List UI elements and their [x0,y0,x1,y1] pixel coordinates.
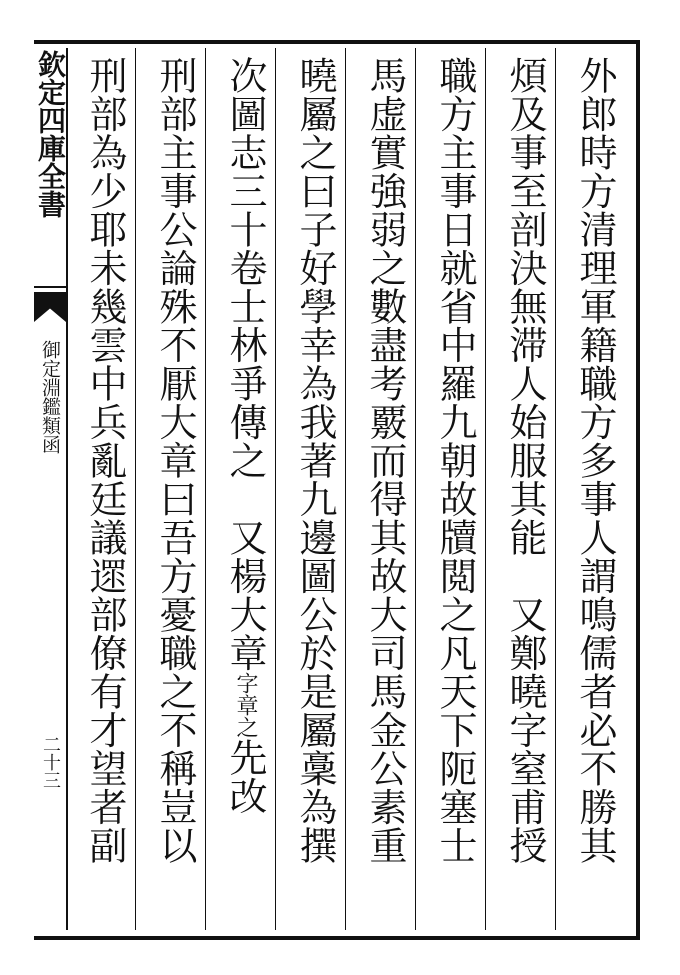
text-column-2 [495,56,555,926]
column-2-text-a: 煩及事至剖決無滞人始服其能 [503,56,547,557]
text-column-4: 馬虚實強弱之數盡考覈而得其故大司馬金公素重 [363,56,407,865]
column-rule [135,48,136,930]
text-column-3: 職方主事日就省中羅九朝故牘閲之凡天下阨塞士 [433,56,477,865]
text-column-8: 刑部為少耶未幾雲中兵亂廷議遝部僚有才望者副 [83,56,127,865]
column-2-gap [503,557,547,596]
column-6-text-a: 次圖志三十卷士林爭傳之 [223,56,267,480]
column-rule [485,48,486,930]
column-2-text-b: 又鄭曉字窒甫授 [503,595,547,865]
margin-page-number: 二十三 [40,735,61,789]
text-column-6 [215,56,275,926]
column-rule [345,48,346,930]
margin-divider [34,286,66,288]
column-rule [66,48,68,930]
column-6-text-c: 先改 [223,738,267,815]
column-rule [205,48,206,930]
text-column-1: 外郎時方清理軍籍職方多事人謂鳴儒者必不勝其 [573,56,617,865]
margin-collection-title: 欽定四庫全書 [34,50,67,218]
column-rule [555,48,556,930]
column-6-gap [223,480,267,519]
column-6-text-b: 又楊大章 [223,518,267,672]
margin-book-title: 御定淵鑑類函 [39,340,61,454]
column-rule [415,48,416,930]
interlinear-note: 字章之 [233,672,258,738]
text-column-7: 刑部主事公論殊不厭大章曰吾方憂職之不稱豈以 [153,56,197,865]
text-column-5: 曉屬之曰子好學幸為我著九邊圖公於是屬稾為撰 [293,56,337,865]
column-rule [275,48,276,930]
